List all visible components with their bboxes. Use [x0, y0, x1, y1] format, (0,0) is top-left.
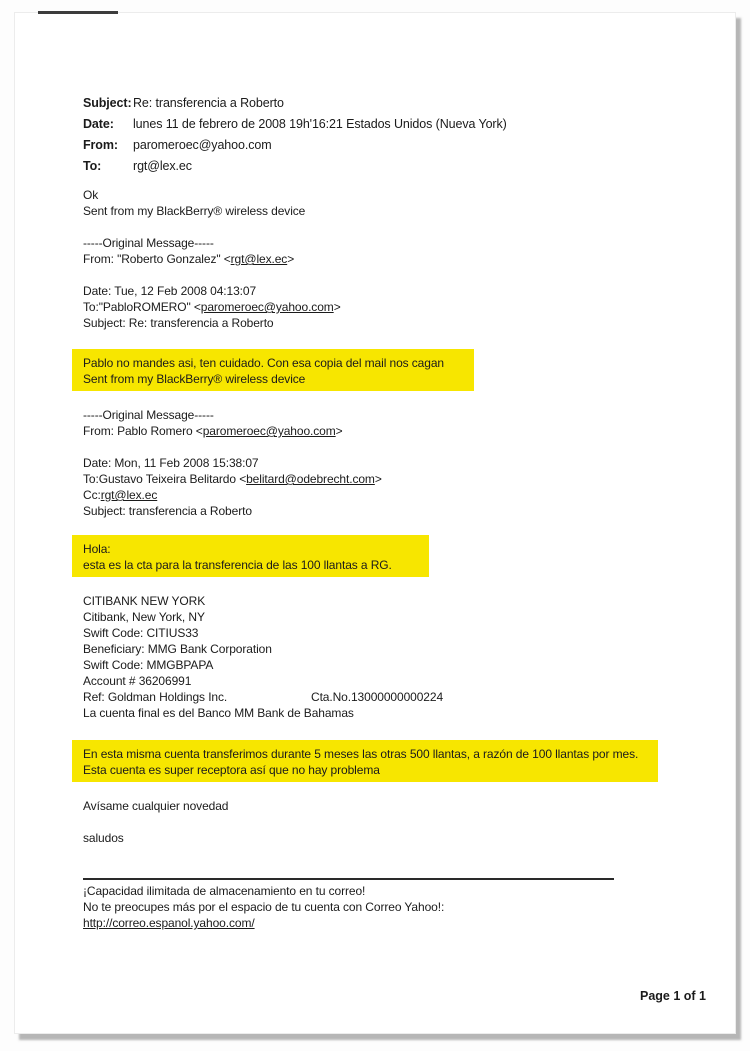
original1-from-email-link[interactable]: rgt@lex.ec	[230, 252, 288, 266]
original2-from-email-link[interactable]: paromeroec@yahoo.com	[202, 424, 336, 438]
spacer	[83, 391, 699, 407]
header-row-to	[83, 156, 699, 177]
original1-from-prefix: From: "Roberto Gonzalez" <	[83, 252, 231, 266]
subject-label: Subject:	[83, 96, 132, 110]
original2-cc-line	[83, 487, 699, 503]
header-row-subject	[83, 93, 699, 114]
to-label: To:	[83, 159, 102, 173]
highlight1-line2: Sent from my BlackBerry® wireless device	[83, 372, 306, 386]
spacer	[83, 846, 699, 862]
spacer	[83, 331, 699, 347]
original2-to-email-link[interactable]: belitard@odebrecht.com	[246, 472, 375, 486]
original2-from-suffix: >	[335, 424, 343, 438]
original2-to-line	[83, 471, 699, 487]
scan-edge-artifact	[38, 11, 118, 14]
spacer	[83, 721, 699, 737]
header-row-from	[83, 135, 699, 156]
highlighted-warning-text	[72, 349, 474, 391]
final-account-line: La cuenta final es del Banco MM Bank de Bahamas	[83, 706, 354, 720]
reply-text: Ok	[83, 188, 99, 202]
original1-to-email-link[interactable]: paromeroec@yahoo.com	[200, 300, 334, 314]
original1-from-suffix: >	[287, 252, 295, 266]
highlight2-line2: esta es la cta para la transferencia de las 100 llantas a RG.	[83, 558, 392, 572]
bank-name-line: CITIBANK NEW YORK	[83, 594, 206, 608]
from-label: From:	[83, 138, 118, 152]
original-message-separator: -----Original Message-----	[83, 236, 214, 250]
beneficiary-line: Beneficiary: MMG Bank Corporation	[83, 642, 272, 656]
original1-to-suffix: >	[333, 300, 341, 314]
original1-subject-line: Subject: Re: transferencia a Roberto	[83, 316, 274, 330]
spacer	[83, 782, 699, 798]
swift-code-line: Swift Code: CITIUS33	[83, 626, 199, 640]
original2-to-prefix: To:Gustavo Teixeira Belitardo <	[83, 472, 247, 486]
original2-cc-email-link[interactable]: rgt@lex.ec	[100, 488, 158, 502]
cta-number: Cta.No.13000000000224	[311, 690, 444, 704]
original2-from-line	[83, 423, 699, 439]
spacer	[83, 267, 699, 283]
original2-from-prefix: From: Pablo Romero <	[83, 424, 203, 438]
spacer	[83, 862, 699, 878]
yahoo-mail-url-link[interactable]: http://correo.espanol.yahoo.com/	[83, 916, 255, 930]
original1-to-prefix: To:"PabloROMERO" <	[83, 300, 201, 314]
highlighted-transfer-text	[72, 740, 658, 782]
subject-value: Re: transferencia a Roberto	[133, 96, 284, 110]
closing-line1: Avísame cualquier novedad	[83, 799, 229, 813]
yahoo-footer-line2: No te preocupes más por el espacio de tu cuenta con Correo Yahoo!:	[83, 900, 445, 914]
original1-date-line: Date: Tue, 12 Feb 2008 04:13:07	[83, 284, 257, 298]
account-number-line: Account # 36206991	[83, 674, 192, 688]
date-value: lunes 11 de febrero de 2008 19h'16:21 Estados Unidos (Nueva York)	[133, 117, 507, 131]
header-row-date	[83, 114, 699, 135]
swift-code2-line: Swift Code: MMGBPAPA	[83, 658, 214, 672]
closing-line2: saludos	[83, 831, 124, 845]
spacer	[83, 219, 699, 235]
date-label: Date:	[83, 117, 114, 131]
email-document-page	[14, 12, 736, 1034]
bank-address-line: Citibank, New York, NY	[83, 610, 205, 624]
spacer	[83, 814, 699, 830]
highlight1-line1: Pablo no mandes asi, ten cuidado. Con esa copia del mail nos cagan	[83, 356, 444, 370]
original-message-separator: -----Original Message-----	[83, 408, 214, 422]
spacer	[83, 519, 699, 535]
page-number: Page 1 of 1	[640, 989, 706, 1003]
spacer	[83, 577, 699, 593]
original1-from-line	[83, 251, 699, 267]
original2-cc-prefix: Cc:	[83, 488, 101, 502]
signature-divider	[83, 878, 614, 880]
from-value: paromeroec@yahoo.com	[133, 138, 272, 152]
original2-subject-line: Subject: transferencia a Roberto	[83, 504, 252, 518]
email-body	[83, 93, 699, 931]
blackberry-signature: Sent from my BlackBerry® wireless device	[83, 204, 306, 218]
yahoo-footer-line1: ¡Capacidad ilimitada de almacenamiento en tu correo!	[83, 884, 366, 898]
highlight3-text: En esta misma cuenta transferimos durante 5 meses las otras 500 llantas, a razón de 100 llantas por mes. Esta cuenta es super receptora así que no hay problema	[83, 747, 639, 777]
highlighted-greeting-text	[72, 535, 429, 577]
ref-line	[83, 689, 699, 705]
original2-to-suffix: >	[374, 472, 382, 486]
to-value: rgt@lex.ec	[133, 159, 192, 173]
original1-to-line	[83, 299, 699, 315]
ref-text: Ref: Goldman Holdings Inc.	[83, 690, 228, 704]
spacer	[83, 439, 699, 455]
highlight2-line1: Hola:	[83, 542, 111, 556]
original2-date-line: Date: Mon, 11 Feb 2008 15:38:07	[83, 456, 259, 470]
email-header	[83, 93, 699, 177]
